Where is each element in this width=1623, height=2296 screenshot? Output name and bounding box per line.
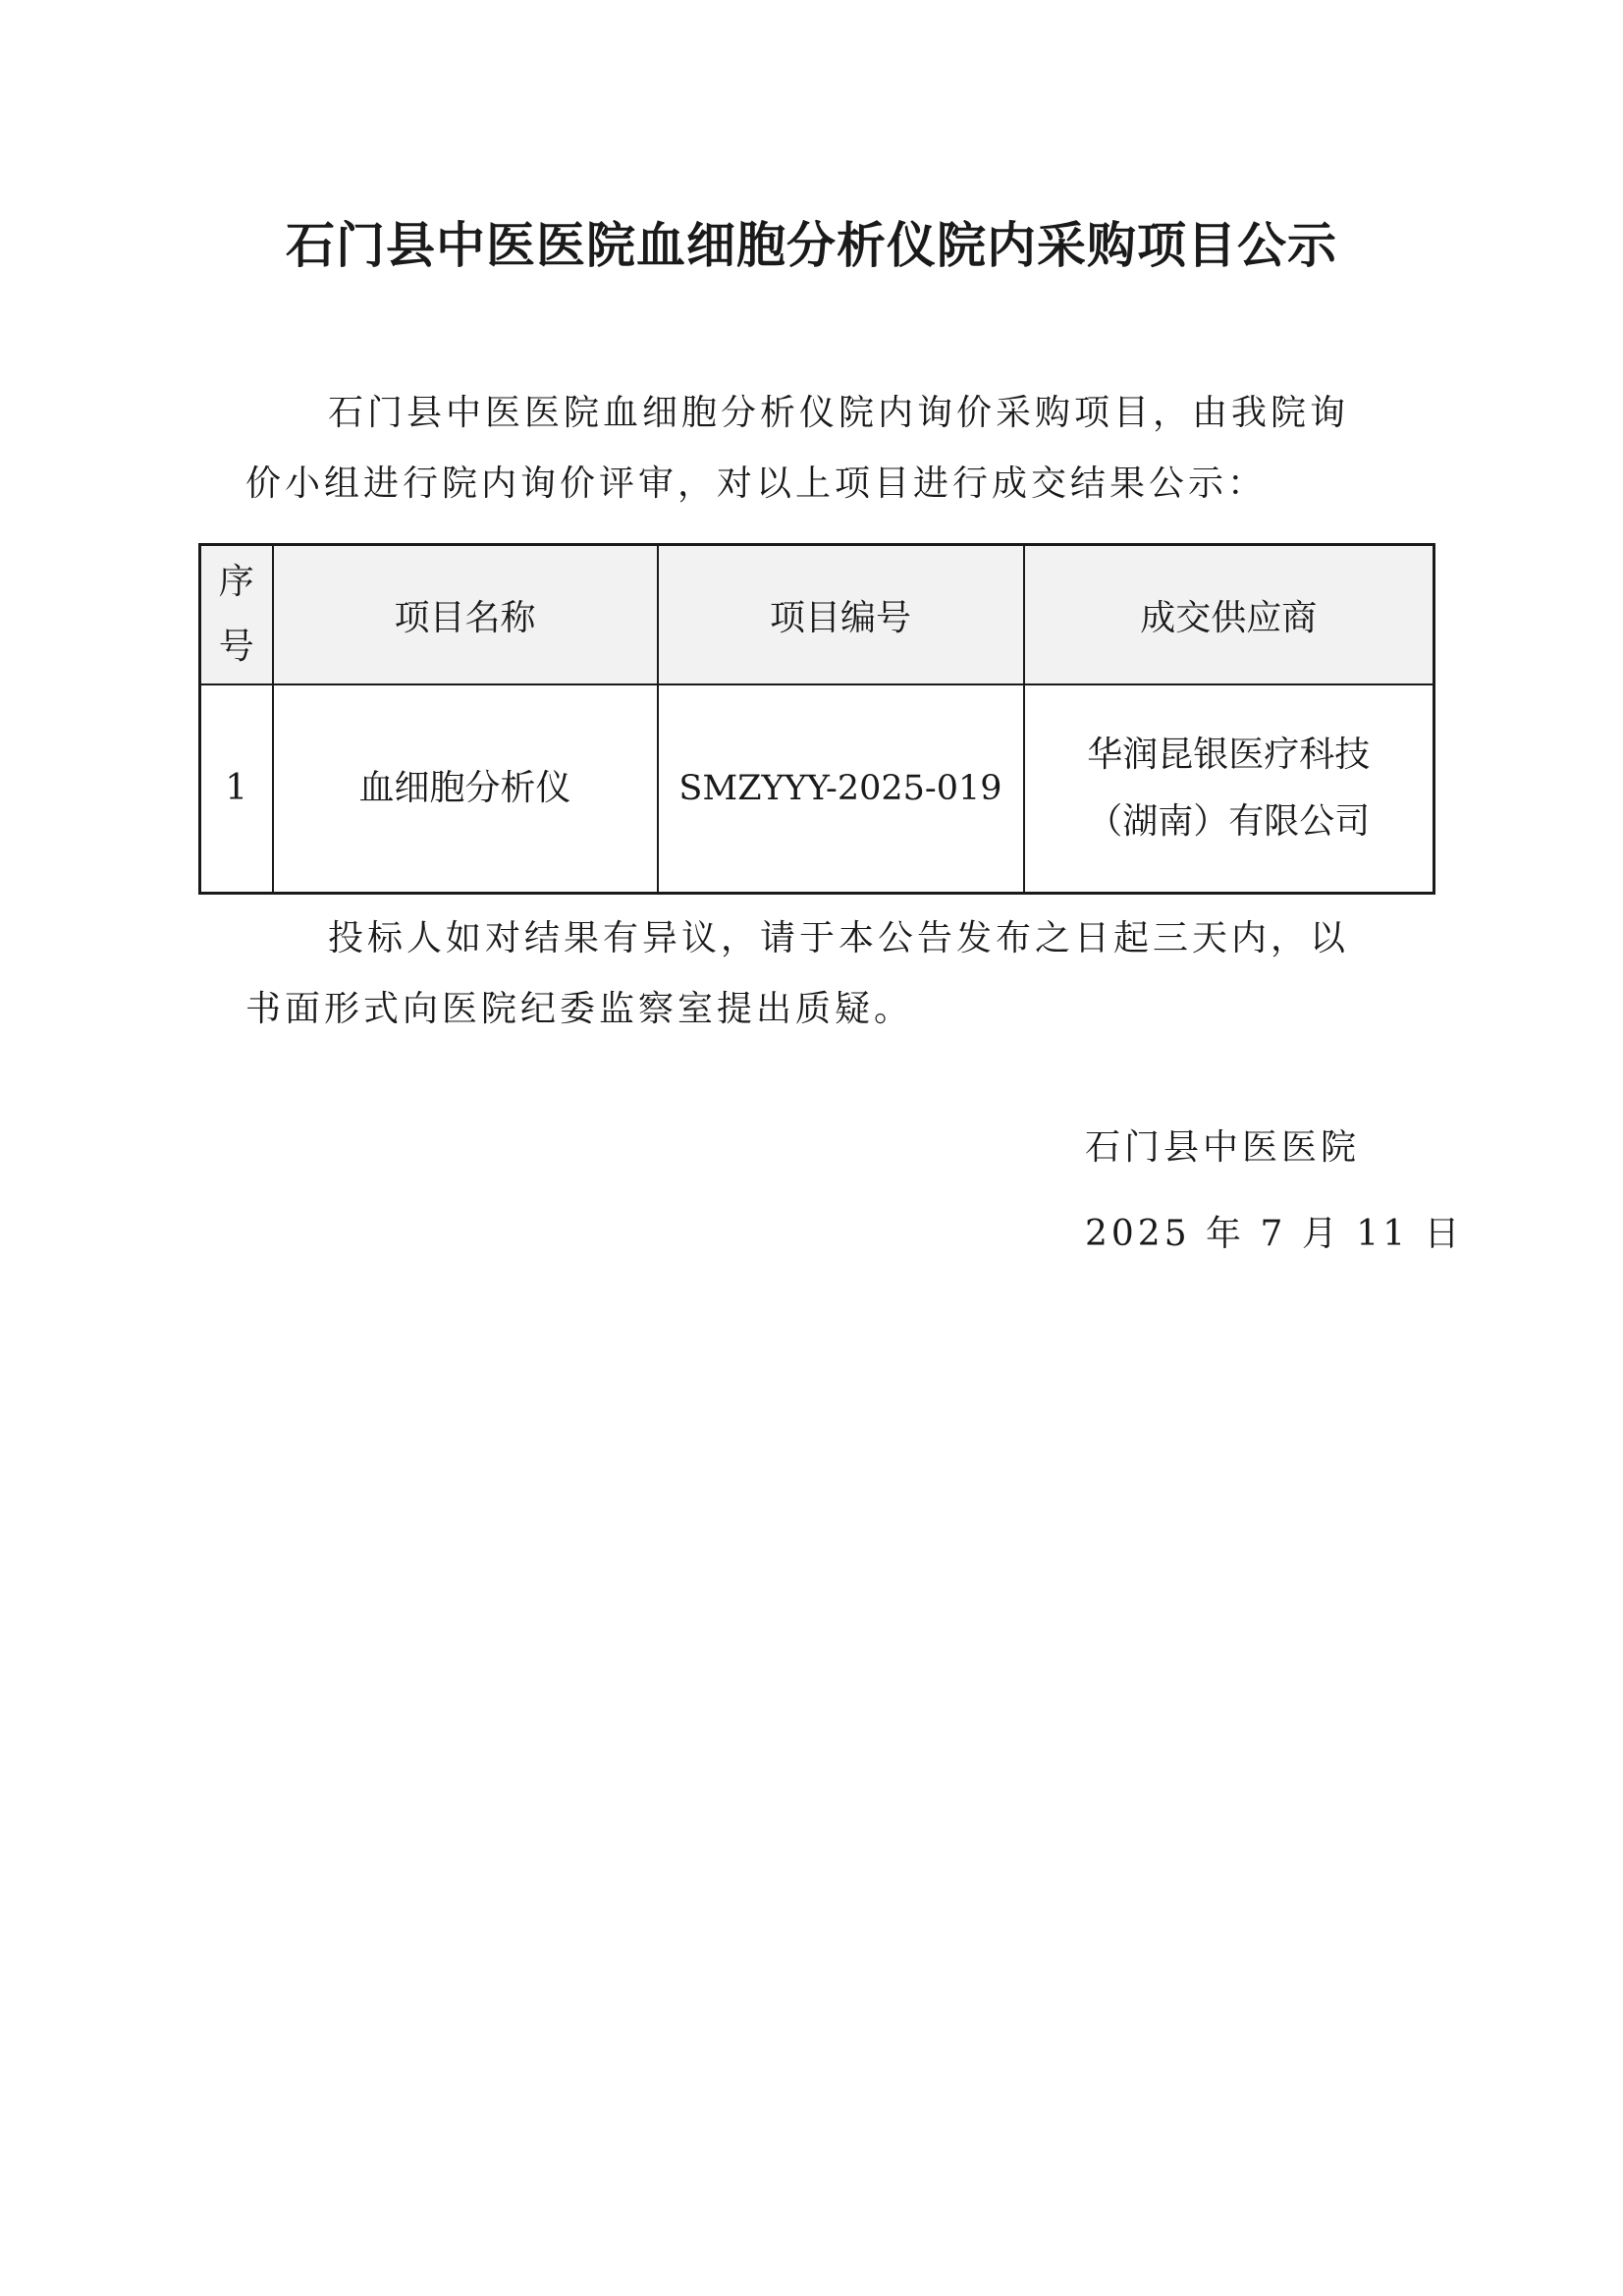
intro-line-1: 石门县中医医院血细胞分析仪院内询价采购项目，由我院询 xyxy=(328,393,1350,433)
cell-seq: 1 xyxy=(200,684,273,894)
notice-line-1: 投标人如对结果有异议，请于本公告发布之日起三天内，以 xyxy=(328,918,1350,958)
header-name: 项目名称 xyxy=(273,545,658,685)
result-table xyxy=(198,543,1435,895)
cell-code xyxy=(658,684,1024,894)
header-supplier: 成交供应商 xyxy=(1024,545,1434,685)
notice-line-2: 书面形式向医院纪委监察室提出质疑。 xyxy=(245,989,914,1029)
table-row xyxy=(200,684,1434,894)
cell-name: 血细胞分析仪 xyxy=(273,684,658,894)
document-title: 石门县中医医院血细胞分析仪院内采购项目公示 xyxy=(286,217,1337,274)
cell-code-text: SMZYYY-2025-019 xyxy=(678,769,1002,808)
intro-paragraph xyxy=(245,378,1404,519)
header-code: 项目编号 xyxy=(658,545,1024,685)
table-header-row xyxy=(200,545,1434,685)
intro-line-2: 价小组进行院内询价评审，对以上项目进行成交结果公示： xyxy=(245,464,1268,504)
signature-date: 2025 年 7 月 11 日 xyxy=(1085,1214,1464,1254)
signature-organization: 石门县中医医院 xyxy=(1085,1127,1361,1168)
cell-supplier xyxy=(1024,684,1434,894)
cell-supplier-text: 华润昆银医疗科技（湖南）有限公司 xyxy=(1087,735,1371,842)
header-seq: 序号 xyxy=(200,545,273,685)
notice-paragraph xyxy=(245,903,1404,1045)
